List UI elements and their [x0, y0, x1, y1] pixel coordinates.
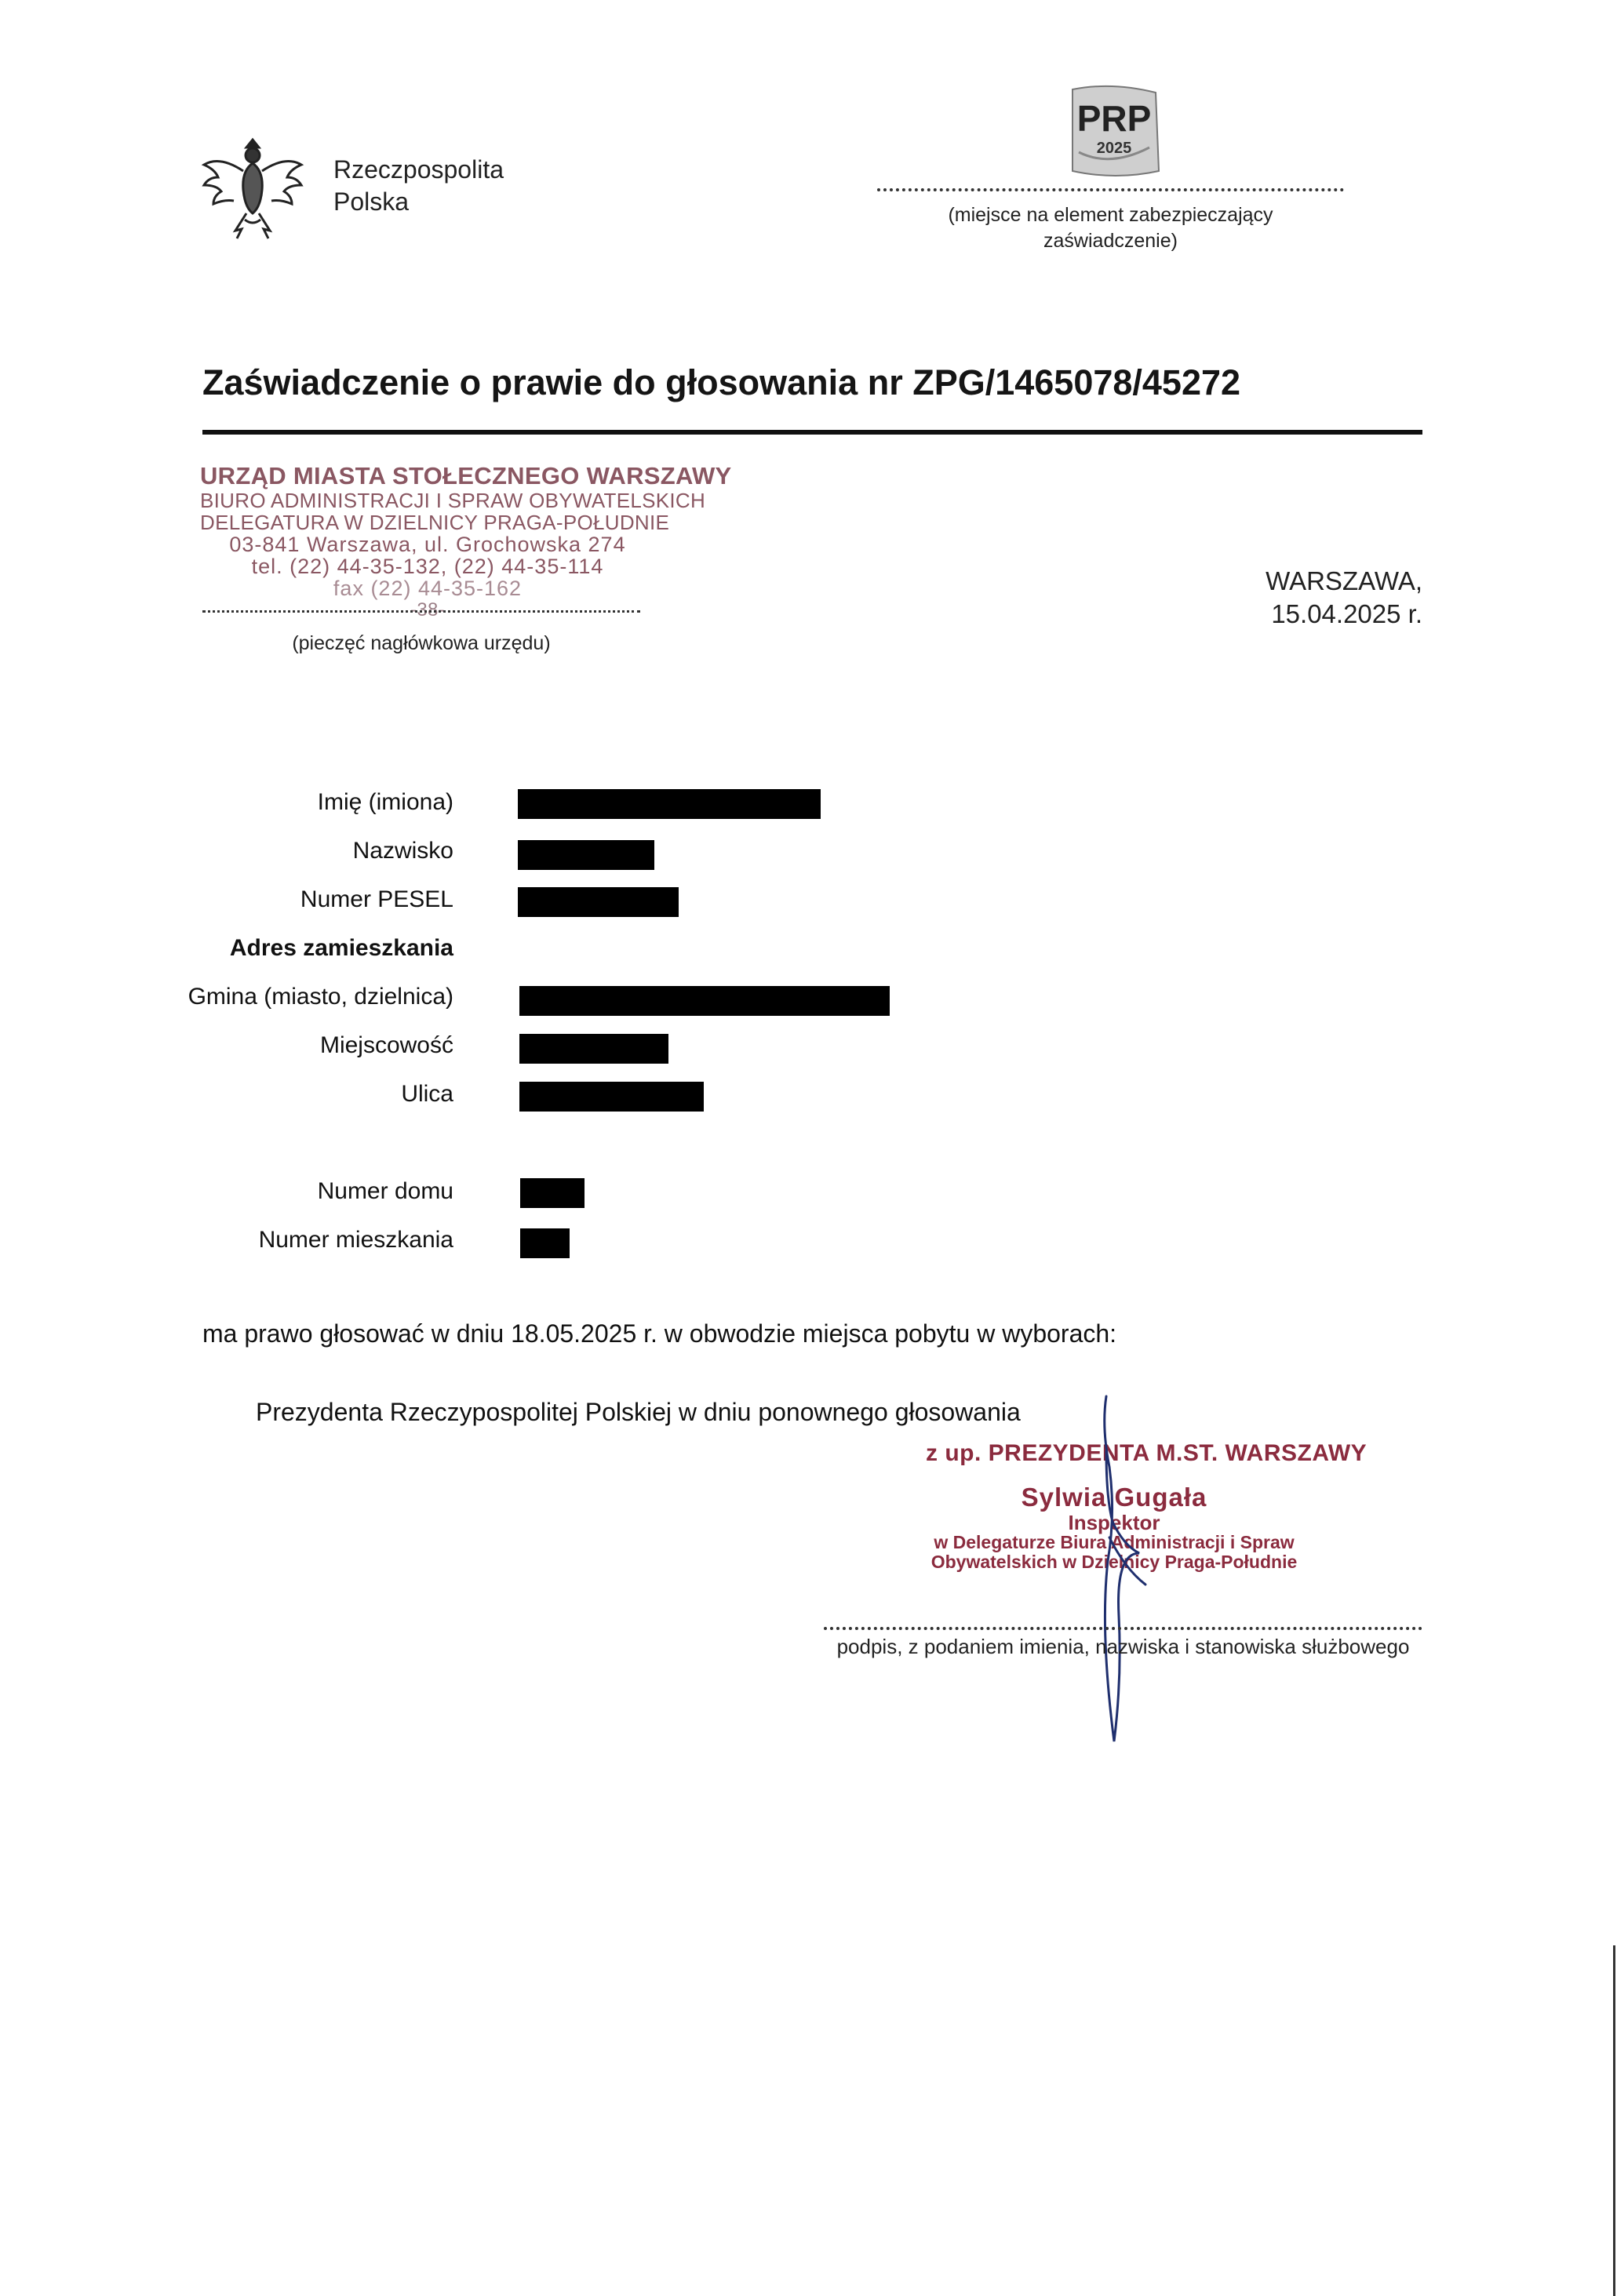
office-stamp-line3: DELEGATURA W DZIELNICY PRAGA-POŁUDNIE [200, 511, 670, 534]
signatory-department-line1: w Delegaturze Biura Administracji i Spraw [934, 1532, 1295, 1552]
security-hologram [1063, 82, 1165, 182]
signature-authority: z up. PREZYDENTA M.ST. WARSZAWY [926, 1440, 1368, 1466]
place: WARSZAWA, [1266, 566, 1422, 595]
house-number-label: Numer domu [317, 1178, 453, 1204]
security-caption-line2: zaświadczenie) [1043, 230, 1178, 252]
office-stamp-line5: tel. (22) 44-35-132, (22) 44-35-114 [251, 555, 604, 578]
security-element-line [877, 188, 1344, 191]
address-heading: Adres zamieszkania [229, 935, 453, 961]
signature-caption: podpis, z podaniem imienia, nazwiska i stanowiska służbowego [836, 1635, 1410, 1658]
scan-edge-line [1613, 1945, 1615, 2296]
country-name [333, 154, 504, 218]
title-underline [202, 430, 1422, 435]
security-caption-line1: (miejsce na element zabezpieczający [948, 204, 1273, 226]
hologram-year: 2025 [1096, 140, 1132, 157]
country-name-line2: Polska [333, 187, 410, 216]
street-label: Ulica [401, 1081, 453, 1107]
polish-eagle-emblem-icon [198, 126, 308, 247]
office-stamp [200, 462, 732, 621]
signatory-role: Inspektor [1068, 1511, 1160, 1534]
office-stamp-line [202, 610, 640, 613]
locality-label: Miejscowość [319, 1032, 453, 1058]
office-stamp-line1: URZĄD MIASTA STOŁECZNEGO WARSZAWY [200, 462, 732, 489]
country-name-line1: Rzeczpospolita [333, 155, 504, 184]
handwritten-signature-icon [1075, 1388, 1161, 1749]
street-redacted-value [519, 1082, 704, 1112]
municipality-label: Gmina (miasto, dzielnica) [188, 984, 453, 1010]
signatory-department-line2: Obywatelskich w Dzielnicy Praga-Południe [931, 1552, 1298, 1572]
signature-line [824, 1627, 1422, 1630]
apartment-number-redacted-value [520, 1228, 570, 1258]
place-and-date [1266, 565, 1422, 631]
security-element-caption [877, 202, 1344, 254]
office-stamp-line2: BIURO ADMINISTRACJI I SPRAW OBYWATELSKICH [200, 489, 706, 512]
first-name-redacted-value [518, 789, 821, 819]
apartment-number-label: Numer mieszkania [258, 1227, 453, 1253]
first-name-label: Imię (imiona) [317, 789, 453, 815]
locality-redacted-value [519, 1034, 668, 1064]
signatory-name: Sylwia Gugała [1021, 1483, 1207, 1512]
document-title: Zaświadczenie o prawie do głosowania nr ZPG/1465078/45272 [202, 362, 1241, 402]
office-stamp-line4: 03-841 Warszawa, ul. Grochowska 274 [229, 533, 626, 556]
surname-redacted-value [518, 840, 654, 870]
office-stamp-line7: -38- [410, 599, 445, 620]
house-number-redacted-value [520, 1178, 585, 1208]
issue-date: 15.04.2025 r. [1271, 599, 1422, 628]
pesel-label: Numer PESEL [300, 886, 453, 912]
election-name: Prezydenta Rzeczypospolitej Polskiej w dniu ponownego głosowania [256, 1398, 1021, 1426]
pesel-redacted-value [518, 887, 679, 917]
voting-right-statement: ma prawo głosować w dniu 18.05.2025 r. w obwodzie miejsca pobytu w wyborach: [202, 1319, 1117, 1348]
surname-label: Nazwisko [352, 838, 453, 864]
municipality-redacted-value [519, 986, 890, 1016]
office-stamp-line6: fax (22) 44-35-162 [333, 577, 523, 600]
hologram-text: PRP [1076, 98, 1152, 139]
office-stamp-caption: (pieczęć nagłówkowa urzędu) [292, 632, 551, 654]
